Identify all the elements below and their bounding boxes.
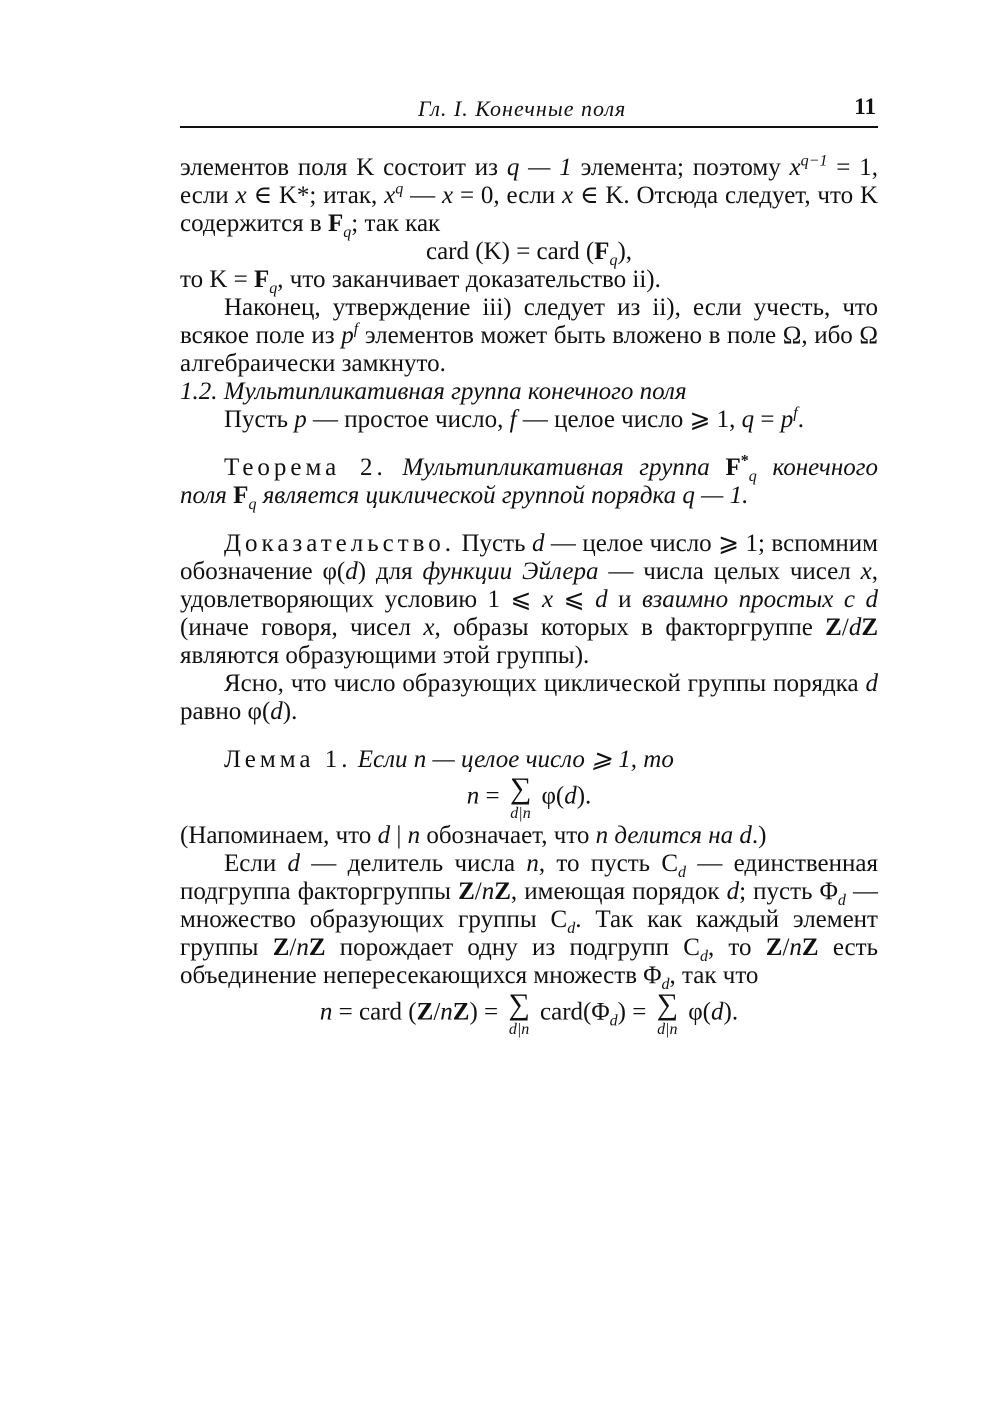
proof-paragraph: Доказательство. Пусть d — целое число ⩾ 1; вспомним обозначение φ(d) для функции Эйлера — числа целых чисел x, удовлетворяющих условию 1 ⩽ x ⩽ d и взаимно простых с d (иначе говоря, чисел x, образы которых в факторгруппе Z/dZ являются образующими этой группы). bbox=[180, 530, 878, 669]
running-header bbox=[180, 92, 878, 128]
theorem-label: Теорема 2. bbox=[224, 454, 387, 481]
theorem-2: Теорема 2. Мультипликативная группа $F^*_q$ конечного поля $F_q$ является циклической группой порядка q — 1. bbox=[180, 452, 878, 513]
formula-card: card (K) = card $(F_q)$, bbox=[425, 238, 633, 269]
running-title: Гл. I. Конечные поля bbox=[418, 96, 627, 121]
paragraph-3: Наконец, утверждение iii) следует из ii), если учесть, что всякое поле из $p^f$ элементов может быть вложено в поле Ω, ибо Ω алгебраически замкнуто. bbox=[180, 294, 879, 377]
page-body bbox=[180, 154, 878, 1038]
proof-label: Доказательство. bbox=[224, 530, 456, 557]
paragraph-4: Пусть p — простое число, f — целое число ⩾ 1, $q = p^f$. bbox=[224, 404, 804, 433]
formula-card-sum: n = card (Z/nZ) = ∑ d|n $card(\Phi_d)$ = ∑ d|n φ(d). bbox=[319, 988, 739, 1038]
book-page bbox=[180, 92, 878, 1038]
paragraph-5: Ясно, что число образующих циклической группы порядка d равно φ(d). bbox=[180, 670, 878, 725]
lemma-1: Лемма 1. Если n — целое число ⩾ 1, то bbox=[224, 746, 674, 773]
section-title: 1.2. Мультипликативная группа конечного поля bbox=[180, 378, 687, 405]
lemma-label: Лемма 1. bbox=[224, 746, 352, 773]
paragraph-6: (Напоминаем, что d | n обозначает, что n делится на d.) bbox=[180, 822, 767, 849]
paragraph-2: то $K = F_q$, что заканчивает доказательство ii). bbox=[180, 266, 661, 297]
paragraph-7: Если d — делитель числа n, то пусть $C_d$ — единственная подгруппа факторгруппы Z/nZ, имеющая порядок d; пусть $\Phi_d$ — множество образующих группы $C_d$. Так как каждый элемент группы Z/nZ порождает одну из подгрупп $C_d$, то Z/nZ есть объединение непересекающихся множеств $\Phi_d$, так что bbox=[180, 850, 879, 993]
formula-lemma: n = ∑ d|n φ(d). bbox=[466, 772, 592, 822]
page-number: 11 bbox=[854, 94, 876, 119]
paragraph-1: элементов поля K состоит из q — 1 элемента; поэтому $x^{q-1} = 1$, если x ∈ K*; итак, $x^q$ — x = 0, если x ∈ K. Отсюда следует, что K содержится в $F_q$; так как bbox=[180, 152, 879, 241]
